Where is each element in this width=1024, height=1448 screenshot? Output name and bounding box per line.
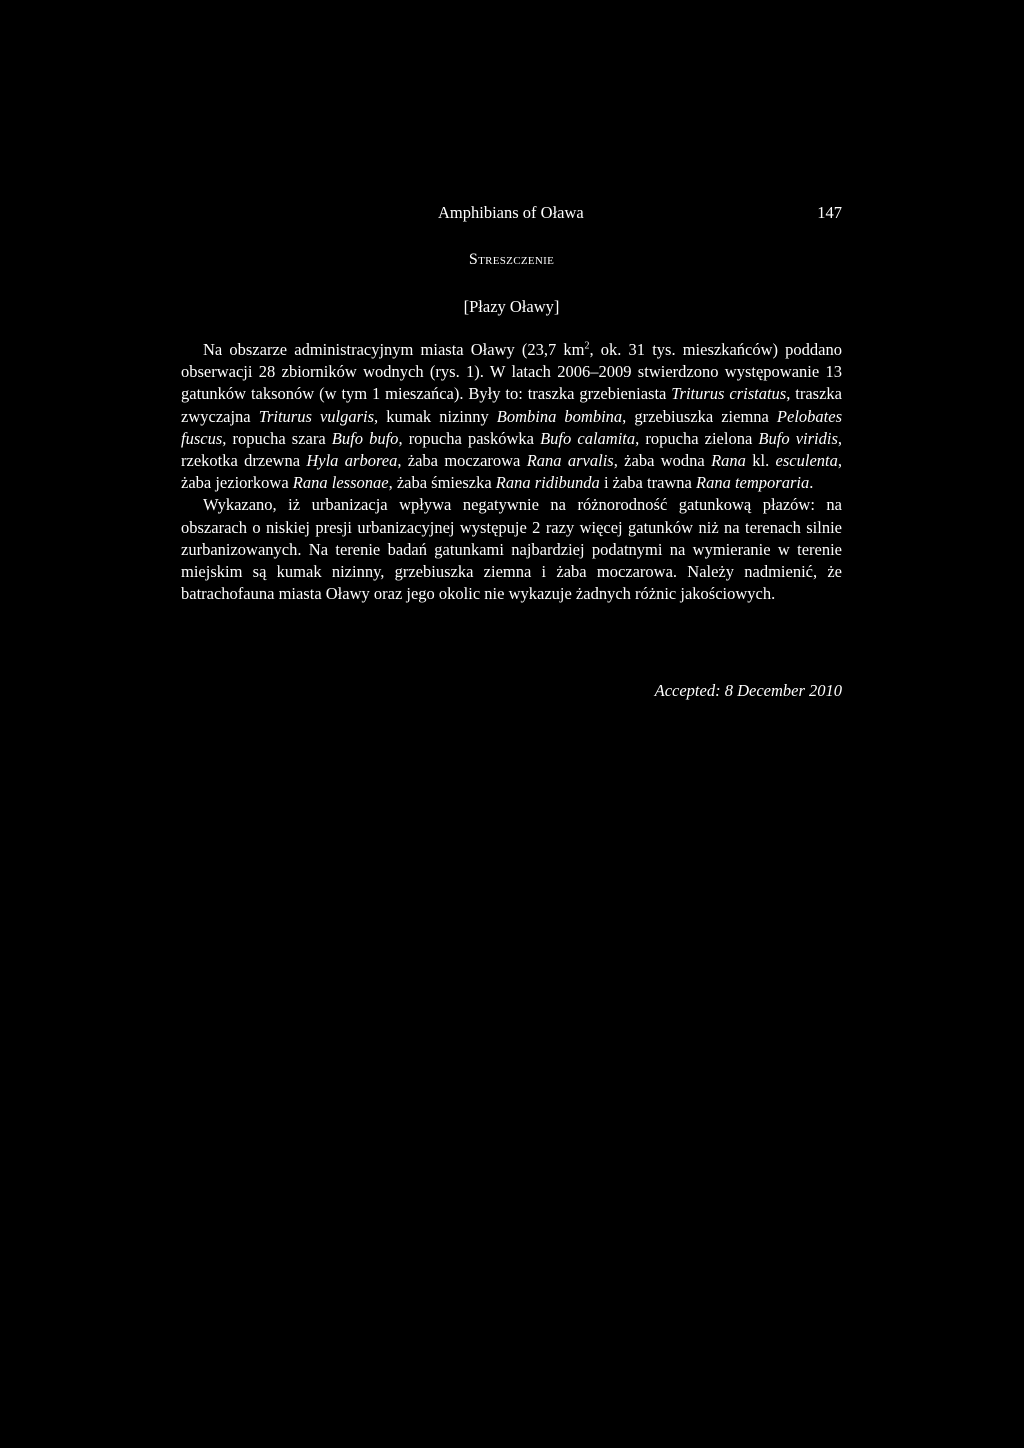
running-head	[181, 203, 842, 227]
species-name: Bufo bufo	[331, 428, 399, 448]
accepted-date: Accepted: 8 December 2010	[654, 681, 842, 700]
species-name: Rana ridibunda	[495, 473, 600, 493]
text-span: , żaba jeziorkowa	[181, 451, 842, 493]
species-name: Rana lessonae	[292, 473, 389, 493]
species-name: Hyla arborea	[306, 451, 398, 471]
superscript: 2	[584, 340, 590, 352]
species-name: Triturus cristatus	[671, 384, 787, 404]
species-name: Bufo calamita	[540, 428, 636, 448]
species-name: Bombina bombina	[496, 406, 623, 426]
text-span: , kumak nizinny	[374, 406, 497, 426]
species-name: Rana	[711, 451, 746, 471]
species-name: Bufo viridis	[758, 428, 838, 448]
text-span: , traszka zwyczajna	[181, 384, 842, 426]
abstract-paragraph-1	[181, 339, 842, 494]
section-heading: Streszczenie	[468, 251, 555, 268]
text-span: , żaba śmieszka	[388, 473, 496, 493]
text-span: , ropucha paskówka	[398, 428, 541, 448]
species-name: Rana temporaria	[696, 473, 810, 493]
abstract-paragraph-2: Wykazano, iż urbanizacja wpływa negatywnie na różnorodność gatunkową płazów: na obszarach o niskiej presji urbanizacyjnej występuje 2 razy więcej gatunków niż na terenach silnie zurbanizowanych. Na terenie badań gatunkami najbardziej podatnymi na wymieranie w terenie miejskim są kumak nizinny, grzebiuszka ziemna i żaba moczarowa. Należy nadmienić, że batrachofauna miasta Oławy oraz jego okolic nie wykazuje żadnych różnic jakościowych.	[181, 495, 842, 604]
text-span: , żaba wodna	[613, 451, 712, 471]
species-name: esculenta	[775, 451, 838, 471]
abstract-title: [Płazy Oławy]	[463, 297, 560, 316]
text-span: .	[809, 473, 814, 493]
text-span: , żaba moczarowa	[397, 451, 527, 471]
abstract-body	[181, 339, 842, 605]
text-span: , ropucha zielona	[635, 428, 759, 448]
text-span: , ropucha szara	[222, 428, 332, 448]
running-title: Amphibians of Oława	[438, 203, 584, 222]
species-name: Triturus vulgaris	[258, 406, 375, 426]
species-name: Rana arvalis	[526, 451, 614, 471]
text-span: kl.	[745, 451, 776, 471]
species-name: Pelobates fuscus	[181, 406, 842, 448]
text-span: i żaba trawna	[599, 473, 697, 493]
text-span: , grzebiuszka ziemna	[622, 406, 777, 426]
text-span: Na obszarze administracyjnym miasta Oławy (23,7 km	[203, 340, 585, 359]
page-number: 147	[817, 203, 842, 222]
text-span: , rzekotka drzewna	[181, 428, 843, 471]
text-span: , ok. 31 tys. mieszkańców) poddano obserwacji 28 zbiorników wodnych (rys. 1). W latach 2006–2009 stwierdzono występowanie 13 gatunków taksonów (w tym 1 mieszańca). Były to: traszka grzebieniasta	[181, 340, 842, 404]
